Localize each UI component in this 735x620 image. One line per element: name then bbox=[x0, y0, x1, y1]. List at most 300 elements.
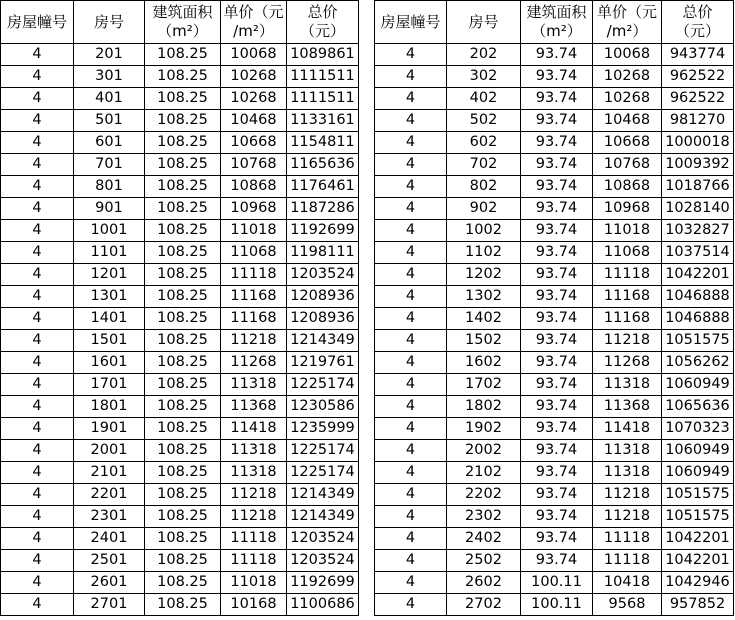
header-room-label: 房号 bbox=[468, 12, 499, 31]
header-unit-price-unit: /m²） bbox=[606, 22, 648, 40]
cell-unit-price: 11218 bbox=[593, 484, 662, 506]
cell-building: 4 bbox=[375, 594, 447, 616]
cell-room: 2701 bbox=[74, 594, 145, 616]
table-row bbox=[1, 462, 359, 484]
header-area-unit: （m²） bbox=[531, 22, 582, 40]
cell-building: 4 bbox=[1, 264, 74, 286]
cell-room: 201 bbox=[74, 44, 145, 66]
left-price-table bbox=[0, 0, 359, 616]
cell-unit-price: 11068 bbox=[221, 242, 287, 264]
cell-total-price: 1203524 bbox=[287, 264, 359, 286]
table-row bbox=[375, 198, 734, 220]
cell-building: 4 bbox=[1, 528, 74, 550]
cell-room: 1901 bbox=[74, 418, 145, 440]
cell-room: 701 bbox=[74, 154, 145, 176]
cell-building: 4 bbox=[375, 198, 447, 220]
cell-area: 108.25 bbox=[145, 418, 221, 440]
cell-building: 4 bbox=[1, 286, 74, 308]
cell-unit-price: 11218 bbox=[221, 506, 287, 528]
cell-area: 93.74 bbox=[521, 220, 593, 242]
cell-unit-price: 11118 bbox=[221, 550, 287, 572]
cell-room: 1101 bbox=[74, 242, 145, 264]
cell-room: 702 bbox=[447, 154, 521, 176]
cell-area: 93.74 bbox=[521, 176, 593, 198]
cell-total-price: 1070323 bbox=[662, 418, 734, 440]
table-row bbox=[1, 352, 359, 374]
cell-building: 4 bbox=[1, 396, 74, 418]
cell-total-price: 1208936 bbox=[287, 308, 359, 330]
left-price-table-container bbox=[0, 0, 359, 616]
cell-area: 93.74 bbox=[521, 308, 593, 330]
left-table-body bbox=[1, 44, 359, 616]
cell-room: 602 bbox=[447, 132, 521, 154]
header-area-unit: （m²） bbox=[157, 22, 208, 40]
cell-building: 4 bbox=[1, 242, 74, 264]
cell-area: 93.74 bbox=[521, 418, 593, 440]
cell-building: 4 bbox=[375, 286, 447, 308]
cell-room: 2402 bbox=[447, 528, 521, 550]
cell-total-price: 1042946 bbox=[662, 572, 734, 594]
cell-room: 1002 bbox=[447, 220, 521, 242]
cell-room: 402 bbox=[447, 88, 521, 110]
cell-area: 108.25 bbox=[145, 132, 221, 154]
cell-unit-price: 9568 bbox=[593, 594, 662, 616]
cell-unit-price: 10768 bbox=[593, 154, 662, 176]
cell-unit-price: 10868 bbox=[221, 176, 287, 198]
header-room bbox=[74, 1, 145, 44]
table-row bbox=[375, 88, 734, 110]
cell-building: 4 bbox=[1, 440, 74, 462]
cell-area: 108.25 bbox=[145, 506, 221, 528]
cell-total-price: 962522 bbox=[662, 66, 734, 88]
cell-building: 4 bbox=[1, 308, 74, 330]
cell-area: 93.74 bbox=[521, 242, 593, 264]
cell-area: 93.74 bbox=[521, 506, 593, 528]
cell-room: 301 bbox=[74, 66, 145, 88]
table-row bbox=[1, 110, 359, 132]
cell-area: 93.74 bbox=[521, 286, 593, 308]
cell-area: 108.25 bbox=[145, 176, 221, 198]
cell-building: 4 bbox=[1, 154, 74, 176]
cell-unit-price: 11168 bbox=[593, 286, 662, 308]
cell-building: 4 bbox=[375, 220, 447, 242]
cell-building: 4 bbox=[1, 506, 74, 528]
cell-room: 2401 bbox=[74, 528, 145, 550]
cell-total-price: 1214349 bbox=[287, 330, 359, 352]
cell-total-price: 1214349 bbox=[287, 506, 359, 528]
cell-total-price: 1042201 bbox=[662, 264, 734, 286]
cell-building: 4 bbox=[1, 44, 74, 66]
cell-building: 4 bbox=[375, 462, 447, 484]
cell-building: 4 bbox=[1, 374, 74, 396]
cell-building: 4 bbox=[1, 484, 74, 506]
cell-area: 108.25 bbox=[145, 484, 221, 506]
cell-unit-price: 11368 bbox=[593, 396, 662, 418]
cell-building: 4 bbox=[375, 374, 447, 396]
cell-unit-price: 11268 bbox=[221, 352, 287, 374]
header-area bbox=[521, 1, 593, 44]
table-row bbox=[375, 132, 734, 154]
cell-building: 4 bbox=[1, 462, 74, 484]
cell-total-price: 1042201 bbox=[662, 528, 734, 550]
header-unit-price bbox=[221, 1, 287, 44]
cell-total-price: 1176461 bbox=[287, 176, 359, 198]
cell-room: 502 bbox=[447, 110, 521, 132]
header-unit-price-label: 单价（元 bbox=[596, 3, 657, 21]
table-row bbox=[1, 396, 359, 418]
table-row bbox=[375, 594, 734, 616]
cell-room: 1502 bbox=[447, 330, 521, 352]
header-building bbox=[1, 1, 74, 44]
header-total-price bbox=[662, 1, 734, 44]
cell-building: 4 bbox=[1, 132, 74, 154]
cell-total-price: 1037514 bbox=[662, 242, 734, 264]
cell-total-price: 943774 bbox=[662, 44, 734, 66]
cell-building: 4 bbox=[1, 352, 74, 374]
cell-room: 202 bbox=[447, 44, 521, 66]
cell-area: 93.74 bbox=[521, 440, 593, 462]
cell-building: 4 bbox=[1, 66, 74, 88]
cell-unit-price: 10418 bbox=[593, 572, 662, 594]
cell-unit-price: 11118 bbox=[593, 264, 662, 286]
table-row bbox=[375, 440, 734, 462]
cell-total-price: 1235999 bbox=[287, 418, 359, 440]
table-row bbox=[375, 242, 734, 264]
table-row bbox=[375, 572, 734, 594]
cell-total-price: 1203524 bbox=[287, 528, 359, 550]
cell-room: 1302 bbox=[447, 286, 521, 308]
cell-unit-price: 11318 bbox=[593, 462, 662, 484]
cell-building: 4 bbox=[1, 220, 74, 242]
cell-area: 108.25 bbox=[145, 462, 221, 484]
cell-area: 108.25 bbox=[145, 220, 221, 242]
cell-room: 1802 bbox=[447, 396, 521, 418]
cell-total-price: 1225174 bbox=[287, 374, 359, 396]
cell-total-price: 962522 bbox=[662, 88, 734, 110]
table-row bbox=[1, 220, 359, 242]
cell-area: 93.74 bbox=[521, 110, 593, 132]
cell-area: 93.74 bbox=[521, 484, 593, 506]
cell-area: 108.25 bbox=[145, 198, 221, 220]
cell-building: 4 bbox=[1, 88, 74, 110]
table-row bbox=[1, 418, 359, 440]
cell-room: 1601 bbox=[74, 352, 145, 374]
cell-unit-price: 10668 bbox=[221, 132, 287, 154]
cell-unit-price: 11218 bbox=[221, 330, 287, 352]
cell-total-price: 1060949 bbox=[662, 374, 734, 396]
cell-building: 4 bbox=[375, 66, 447, 88]
table-row bbox=[1, 176, 359, 198]
cell-room: 1402 bbox=[447, 308, 521, 330]
table-row bbox=[375, 506, 734, 528]
cell-area: 108.25 bbox=[145, 572, 221, 594]
cell-total-price: 1187286 bbox=[287, 198, 359, 220]
cell-room: 2702 bbox=[447, 594, 521, 616]
cell-area: 108.25 bbox=[145, 594, 221, 616]
cell-building: 4 bbox=[1, 572, 74, 594]
cell-total-price: 1165636 bbox=[287, 154, 359, 176]
cell-unit-price: 10868 bbox=[593, 176, 662, 198]
cell-area: 108.25 bbox=[145, 396, 221, 418]
table-row bbox=[1, 550, 359, 572]
cell-room: 2102 bbox=[447, 462, 521, 484]
table-row bbox=[1, 528, 359, 550]
cell-unit-price: 11418 bbox=[221, 418, 287, 440]
cell-room: 2201 bbox=[74, 484, 145, 506]
cell-building: 4 bbox=[375, 264, 447, 286]
cell-unit-price: 11018 bbox=[593, 220, 662, 242]
table-row bbox=[1, 198, 359, 220]
cell-total-price: 1065636 bbox=[662, 396, 734, 418]
header-unit-price bbox=[593, 1, 662, 44]
cell-unit-price: 10268 bbox=[593, 88, 662, 110]
table-row bbox=[1, 484, 359, 506]
cell-total-price: 1060949 bbox=[662, 440, 734, 462]
cell-unit-price: 11318 bbox=[221, 462, 287, 484]
cell-unit-price: 10268 bbox=[221, 88, 287, 110]
right-table-body bbox=[375, 44, 734, 616]
cell-unit-price: 10768 bbox=[221, 154, 287, 176]
cell-total-price: 1046888 bbox=[662, 286, 734, 308]
header-unit-price-label: 单价（元 bbox=[223, 3, 284, 21]
cell-unit-price: 11068 bbox=[593, 242, 662, 264]
cell-room: 1801 bbox=[74, 396, 145, 418]
cell-room: 1001 bbox=[74, 220, 145, 242]
table-row bbox=[375, 308, 734, 330]
cell-room: 1401 bbox=[74, 308, 145, 330]
cell-unit-price: 10168 bbox=[221, 594, 287, 616]
header-total-price-label: 总价 bbox=[682, 3, 713, 21]
cell-room: 601 bbox=[74, 132, 145, 154]
table-row bbox=[1, 330, 359, 352]
header-total-price bbox=[287, 1, 359, 44]
cell-room: 2502 bbox=[447, 550, 521, 572]
cell-room: 2101 bbox=[74, 462, 145, 484]
cell-building: 4 bbox=[1, 110, 74, 132]
cell-area: 108.25 bbox=[145, 44, 221, 66]
cell-room: 902 bbox=[447, 198, 521, 220]
table-row bbox=[1, 44, 359, 66]
cell-building: 4 bbox=[1, 550, 74, 572]
cell-room: 2001 bbox=[74, 440, 145, 462]
cell-total-price: 1056262 bbox=[662, 352, 734, 374]
table-row bbox=[375, 264, 734, 286]
cell-unit-price: 10468 bbox=[221, 110, 287, 132]
table-row bbox=[375, 418, 734, 440]
cell-area: 108.25 bbox=[145, 308, 221, 330]
cell-total-price: 1018766 bbox=[662, 176, 734, 198]
cell-total-price: 1111511 bbox=[287, 66, 359, 88]
table-row bbox=[375, 396, 734, 418]
cell-room: 2202 bbox=[447, 484, 521, 506]
header-area-label: 建筑面积 bbox=[152, 3, 213, 21]
table-row bbox=[375, 154, 734, 176]
header-total-price-unit: （元） bbox=[674, 22, 720, 40]
cell-area: 93.74 bbox=[521, 132, 593, 154]
cell-total-price: 1032827 bbox=[662, 220, 734, 242]
cell-room: 801 bbox=[74, 176, 145, 198]
cell-room: 501 bbox=[74, 110, 145, 132]
cell-area: 108.25 bbox=[145, 528, 221, 550]
table-row bbox=[1, 66, 359, 88]
cell-total-price: 1089861 bbox=[287, 44, 359, 66]
cell-building: 4 bbox=[375, 176, 447, 198]
table-row bbox=[1, 132, 359, 154]
cell-building: 4 bbox=[375, 550, 447, 572]
cell-area: 93.74 bbox=[521, 550, 593, 572]
cell-unit-price: 11168 bbox=[221, 308, 287, 330]
cell-area: 93.74 bbox=[521, 198, 593, 220]
cell-total-price: 1042201 bbox=[662, 550, 734, 572]
cell-building: 4 bbox=[375, 396, 447, 418]
cell-room: 401 bbox=[74, 88, 145, 110]
cell-room: 2301 bbox=[74, 506, 145, 528]
cell-room: 901 bbox=[74, 198, 145, 220]
header-building bbox=[375, 1, 447, 44]
header-building-label: 房屋幢号 bbox=[380, 12, 441, 31]
table-row bbox=[1, 308, 359, 330]
header-area bbox=[145, 1, 221, 44]
cell-unit-price: 11268 bbox=[593, 352, 662, 374]
cell-building: 4 bbox=[375, 506, 447, 528]
left-header-row bbox=[1, 1, 359, 44]
cell-building: 4 bbox=[375, 418, 447, 440]
cell-area: 93.74 bbox=[521, 44, 593, 66]
cell-unit-price: 10068 bbox=[221, 44, 287, 66]
cell-total-price: 1208936 bbox=[287, 286, 359, 308]
cell-total-price: 1225174 bbox=[287, 462, 359, 484]
right-price-table-container bbox=[374, 0, 734, 616]
cell-total-price: 1214349 bbox=[287, 484, 359, 506]
table-row bbox=[375, 176, 734, 198]
cell-unit-price: 10068 bbox=[593, 44, 662, 66]
header-total-price-label: 总价 bbox=[307, 3, 338, 21]
cell-total-price: 1051575 bbox=[662, 484, 734, 506]
cell-total-price: 1046888 bbox=[662, 308, 734, 330]
table-row bbox=[1, 286, 359, 308]
table-row bbox=[375, 330, 734, 352]
cell-room: 1301 bbox=[74, 286, 145, 308]
cell-unit-price: 10968 bbox=[593, 198, 662, 220]
cell-total-price: 1028140 bbox=[662, 198, 734, 220]
table-row bbox=[1, 154, 359, 176]
cell-building: 4 bbox=[1, 418, 74, 440]
cell-unit-price: 11118 bbox=[221, 528, 287, 550]
header-room-label: 房号 bbox=[93, 12, 124, 31]
cell-building: 4 bbox=[375, 352, 447, 374]
table-row bbox=[375, 352, 734, 374]
cell-building: 4 bbox=[375, 110, 447, 132]
cell-unit-price: 11118 bbox=[221, 264, 287, 286]
cell-building: 4 bbox=[1, 594, 74, 616]
table-row bbox=[1, 88, 359, 110]
table-row bbox=[375, 66, 734, 88]
cell-building: 4 bbox=[375, 572, 447, 594]
cell-room: 1202 bbox=[447, 264, 521, 286]
cell-area: 108.25 bbox=[145, 352, 221, 374]
table-row bbox=[375, 484, 734, 506]
cell-area: 93.74 bbox=[521, 374, 593, 396]
cell-total-price: 1192699 bbox=[287, 572, 359, 594]
cell-room: 1201 bbox=[74, 264, 145, 286]
header-unit-price-unit: /m²） bbox=[233, 22, 274, 40]
cell-unit-price: 10468 bbox=[593, 110, 662, 132]
cell-total-price: 981270 bbox=[662, 110, 734, 132]
cell-building: 4 bbox=[375, 484, 447, 506]
cell-building: 4 bbox=[375, 242, 447, 264]
cell-unit-price: 11218 bbox=[593, 330, 662, 352]
cell-unit-price: 11418 bbox=[593, 418, 662, 440]
cell-area: 108.25 bbox=[145, 374, 221, 396]
cell-unit-price: 11318 bbox=[221, 440, 287, 462]
cell-unit-price: 11018 bbox=[221, 220, 287, 242]
cell-total-price: 1154811 bbox=[287, 132, 359, 154]
cell-room: 1701 bbox=[74, 374, 145, 396]
cell-building: 4 bbox=[1, 330, 74, 352]
cell-area: 93.74 bbox=[521, 264, 593, 286]
cell-room: 2002 bbox=[447, 440, 521, 462]
cell-unit-price: 10668 bbox=[593, 132, 662, 154]
cell-area: 108.25 bbox=[145, 110, 221, 132]
cell-room: 2302 bbox=[447, 506, 521, 528]
cell-area: 108.25 bbox=[145, 440, 221, 462]
cell-unit-price: 11168 bbox=[593, 308, 662, 330]
table-row bbox=[1, 374, 359, 396]
cell-total-price: 1230586 bbox=[287, 396, 359, 418]
cell-room: 1501 bbox=[74, 330, 145, 352]
table-row bbox=[375, 462, 734, 484]
cell-total-price: 1198111 bbox=[287, 242, 359, 264]
cell-room: 802 bbox=[447, 176, 521, 198]
cell-total-price: 1192699 bbox=[287, 220, 359, 242]
cell-area: 93.74 bbox=[521, 528, 593, 550]
cell-building: 4 bbox=[1, 176, 74, 198]
cell-unit-price: 11118 bbox=[593, 550, 662, 572]
cell-total-price: 1051575 bbox=[662, 330, 734, 352]
cell-room: 1902 bbox=[447, 418, 521, 440]
cell-room: 2601 bbox=[74, 572, 145, 594]
cell-building: 4 bbox=[375, 330, 447, 352]
cell-building: 4 bbox=[375, 440, 447, 462]
table-row bbox=[375, 374, 734, 396]
cell-total-price: 1133161 bbox=[287, 110, 359, 132]
cell-unit-price: 10268 bbox=[593, 66, 662, 88]
cell-unit-price: 11218 bbox=[593, 506, 662, 528]
cell-room: 302 bbox=[447, 66, 521, 88]
cell-total-price: 1225174 bbox=[287, 440, 359, 462]
cell-area: 108.25 bbox=[145, 242, 221, 264]
cell-room: 2501 bbox=[74, 550, 145, 572]
cell-total-price: 1060949 bbox=[662, 462, 734, 484]
cell-total-price: 1111511 bbox=[287, 88, 359, 110]
cell-total-price: 1051575 bbox=[662, 506, 734, 528]
cell-room: 1102 bbox=[447, 242, 521, 264]
table-row bbox=[375, 220, 734, 242]
header-total-price-unit: （元） bbox=[299, 22, 345, 40]
cell-unit-price: 11118 bbox=[593, 528, 662, 550]
cell-area: 108.25 bbox=[145, 88, 221, 110]
cell-unit-price: 11218 bbox=[221, 484, 287, 506]
cell-area: 93.74 bbox=[521, 154, 593, 176]
cell-total-price: 1203524 bbox=[287, 550, 359, 572]
cell-area: 93.74 bbox=[521, 66, 593, 88]
cell-area: 100.11 bbox=[521, 572, 593, 594]
cell-room: 2602 bbox=[447, 572, 521, 594]
table-row bbox=[1, 440, 359, 462]
cell-building: 4 bbox=[375, 132, 447, 154]
cell-building: 4 bbox=[375, 308, 447, 330]
cell-building: 4 bbox=[1, 198, 74, 220]
